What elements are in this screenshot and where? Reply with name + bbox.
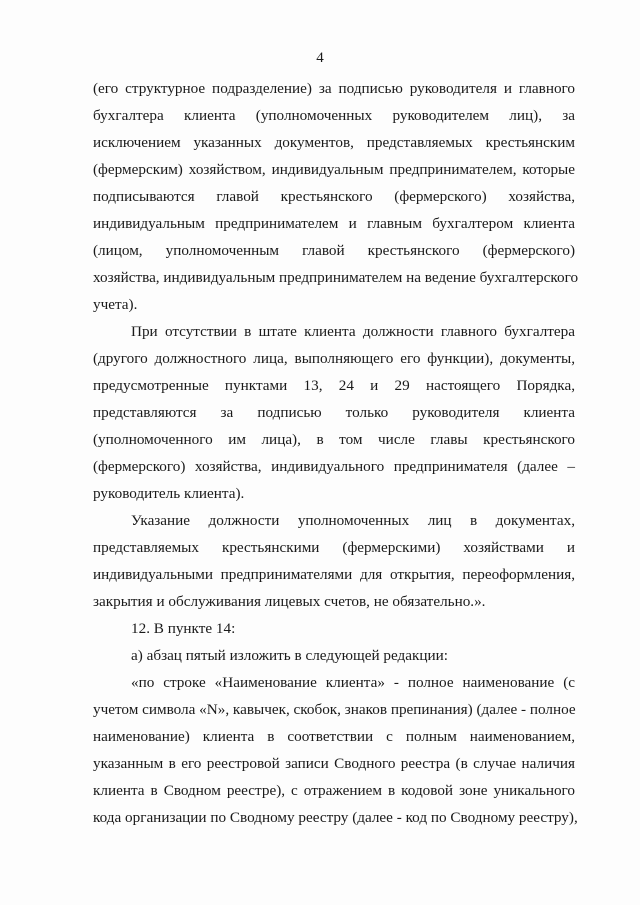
- text-line: предусмотренные пунктами 13, 24 и 29 настоящего Порядка,: [93, 377, 575, 394]
- text-line: индивидуальными предпринимателями для открытия, переоформления,: [93, 566, 575, 583]
- paragraph-start-line: 12. В пункте 14:: [131, 620, 236, 637]
- text-line: представляются за подписью только руководителя клиента: [93, 404, 575, 421]
- text-line: руководитель клиента).: [93, 485, 245, 502]
- text-line: индивидуальным предпринимателем и главным бухгалтером клиента: [93, 215, 575, 232]
- text-line: кода организации по Сводному реестру (далее - код по Сводному реестру),: [93, 809, 578, 826]
- text-line: бухгалтера клиента (уполномоченных руководителем лиц), за: [93, 107, 575, 124]
- text-line: подписываются главой крестьянского (фермерского) хозяйства,: [93, 188, 575, 205]
- text-line: (фермерского) хозяйства, индивидуального предпринимателя (далее –: [93, 458, 575, 475]
- paragraph-start-line: «по строке «Наименование клиента» - полное наименование (с: [131, 674, 575, 691]
- text-line: (лицом, уполномоченным главой крестьянского (фермерского): [93, 242, 575, 259]
- text-line: хозяйства, индивидуальным предпринимателем на ведение бухгалтерского: [93, 269, 579, 286]
- text-line: (уполномоченного им лица), в том числе главы крестьянского: [93, 431, 575, 448]
- paragraph-start-line: При отсутствии в штате клиента должности главного бухгалтера: [131, 323, 575, 340]
- text-line: (фермерским) хозяйством, индивидуальным предпринимателем, которые: [93, 161, 575, 178]
- text-line: указанным в его реестровой записи Сводного реестра (в случае наличия: [93, 755, 575, 772]
- text-line: наименование) клиента в соответствии с полным наименованием,: [93, 728, 575, 745]
- text-line: (его структурное подразделение) за подписью руководителя и главного: [93, 80, 575, 97]
- page-number: 4: [316, 50, 324, 66]
- text-line: представляемых крестьянскими (фермерскими) хозяйствами и: [93, 539, 575, 556]
- text-line: закрытия и обслуживания лицевых счетов, не обязательно.».: [93, 593, 486, 610]
- paragraph-start-line: Указание должности уполномоченных лиц в документах,: [131, 512, 575, 529]
- text-line: исключением указанных документов, представляемых крестьянским: [93, 134, 575, 151]
- text-line: учетом символа «N», кавычек, скобок, знаков препинания) (далее - полное: [93, 701, 576, 718]
- paragraph-start-line: а) абзац пятый изложить в следующей редакции:: [131, 647, 448, 664]
- text-line: учета).: [93, 296, 138, 313]
- text-line: (другого должностного лица, выполняющего его функции), документы,: [93, 350, 575, 367]
- text-line: клиента в Сводном реестре), с отражением в кодовой зоне уникального: [93, 782, 575, 799]
